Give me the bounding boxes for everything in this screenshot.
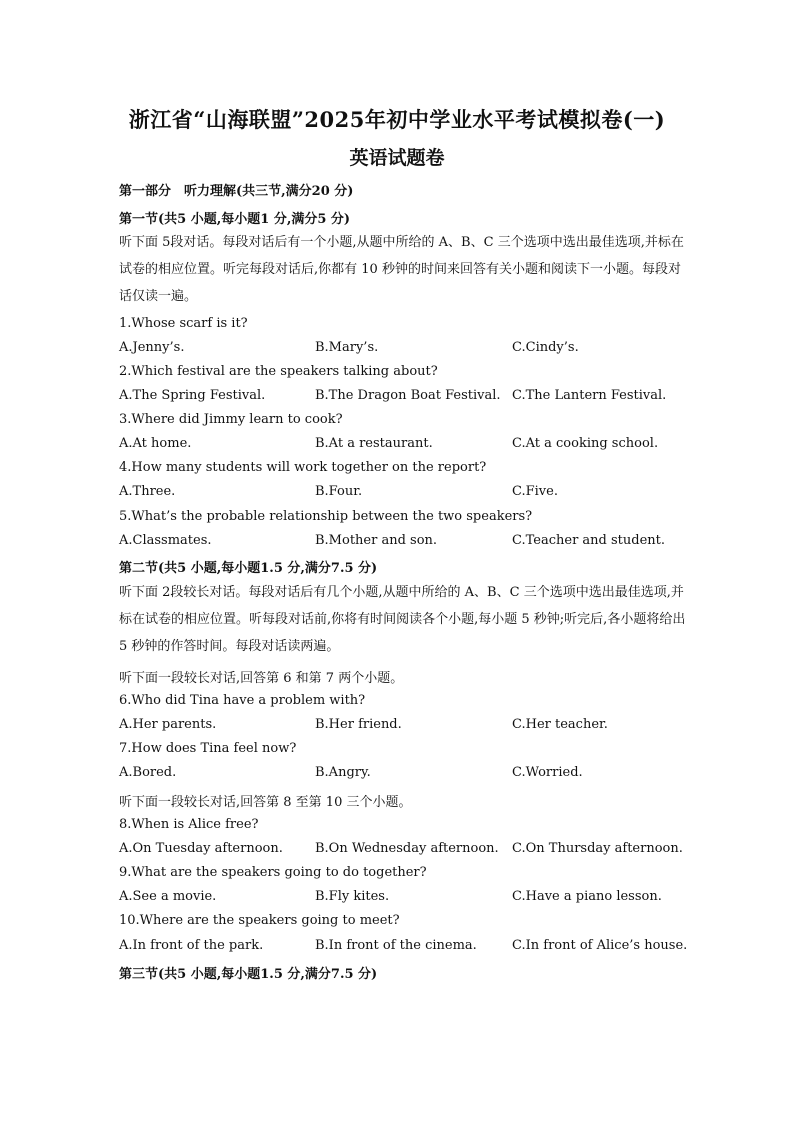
q6-option-a: A.Her parents. [119, 717, 217, 732]
question-10: 10.Where are the speakers going to meet? [119, 913, 400, 928]
q2-option-b: B.The Dragon Boat Festival. [315, 388, 501, 403]
q2-option-c: C.The Lantern Festival. [512, 388, 667, 403]
q3-option-a: A.At home. [119, 436, 192, 451]
question-9: 9.What are the speakers going to do together? [119, 865, 427, 880]
dialog1-intro: 听下面一段较长对话,回答第 6 和第 7 两个小题。 [119, 671, 404, 686]
question-1: 1.Whose scarf is it? [119, 316, 248, 331]
q9-option-b: B.Fly kites. [315, 889, 390, 904]
question-2: 2.Which festival are the speakers talking about? [119, 364, 438, 379]
question-8: 8.When is Alice free? [119, 817, 259, 832]
q3-option-b: B.At a restaurant. [315, 436, 433, 451]
q6-option-b: B.Her friend. [315, 717, 402, 732]
q4-option-b: B.Four. [315, 484, 363, 499]
dialog2-intro: 听下面一段较长对话,回答第 8 至第 10 三个小题。 [119, 795, 412, 810]
question-5: 5.What’s the probable relationship between the two speakers? [119, 509, 533, 524]
q4-option-c: C.Five. [512, 484, 558, 499]
q9-option-a: A.See a movie. [119, 889, 217, 904]
section1-heading: 第一节(共5 小题,每小题1 分,满分5 分) [119, 212, 351, 227]
question-6: 6.Who did Tina have a problem with? [119, 693, 366, 708]
q8-option-c: C.On Thursday afternoon. [512, 841, 683, 856]
q7-option-a: A.Bored. [119, 765, 177, 780]
q2-option-a: A.The Spring Festival. [119, 388, 266, 403]
q8-option-b: B.On Wednesday afternoon. [315, 841, 499, 856]
q5-option-b: B.Mother and son. [315, 533, 438, 548]
q8-option-a: A.On Tuesday afternoon. [119, 841, 283, 856]
part1-heading: 第一部分 听力理解(共三节,满分20 分) [119, 184, 354, 199]
question-7: 7.How does Tina feel now? [119, 741, 297, 756]
q10-option-b: B.In front of the cinema. [315, 938, 477, 953]
section2-heading: 第二节(共5 小题,每小题1.5 分,满分7.5 分) [119, 561, 378, 576]
q10-option-c: C.In front of Alice’s house. [512, 938, 688, 953]
q6-option-c: C.Her teacher. [512, 717, 608, 732]
exam-title: 浙江省“山海联盟”2025年初中学业水平考试模拟卷(一) [128, 107, 666, 132]
section2-instructions: 听下面 2段较长对话。每段对话后有几个小题,从题中所给的 A、B、C 三个选项中选出最佳选项,并标在试卷的相应位置。听每段对话前,你将有时间阅读各个小题,每小题 5 秒钟;听完后,各小题将给出 5 秒钟的作答时间。每段对话读两遍。 [119, 585, 686, 654]
q5-option-a: A.Classmates. [119, 533, 212, 548]
q9-option-c: C.Have a piano lesson. [512, 889, 662, 904]
q1-option-b: B.Mary’s. [315, 340, 379, 355]
q10-option-a: A.In front of the park. [119, 938, 264, 953]
question-4: 4.How many students will work together on the report? [119, 460, 487, 475]
exam-subtitle: 英语试题卷 [349, 147, 445, 169]
q5-option-c: C.Teacher and student. [512, 533, 666, 548]
q1-option-a: A.Jenny’s. [119, 340, 185, 355]
section1-instructions: 听下面 5段对话。每段对话后有一个小题,从题中所给的 A、B、C 三个选项中选出最佳选项,并标在试卷的相应位置。听完每段对话后,你都有 10 秒钟的时间来回答有关小题和阅读下一小题。每段对话仅读一遍。 [119, 235, 684, 304]
section3-heading: 第三节(共5 小题,每小题1.5 分,满分7.5 分) [119, 967, 378, 982]
q3-option-c: C.At a cooking school. [512, 436, 659, 451]
q1-option-c: C.Cindy’s. [512, 340, 579, 355]
q7-option-c: C.Worried. [512, 765, 583, 780]
question-3: 3.Where did Jimmy learn to cook? [119, 412, 343, 427]
q4-option-a: A.Three. [119, 484, 176, 499]
q7-option-b: B.Angry. [315, 765, 371, 780]
